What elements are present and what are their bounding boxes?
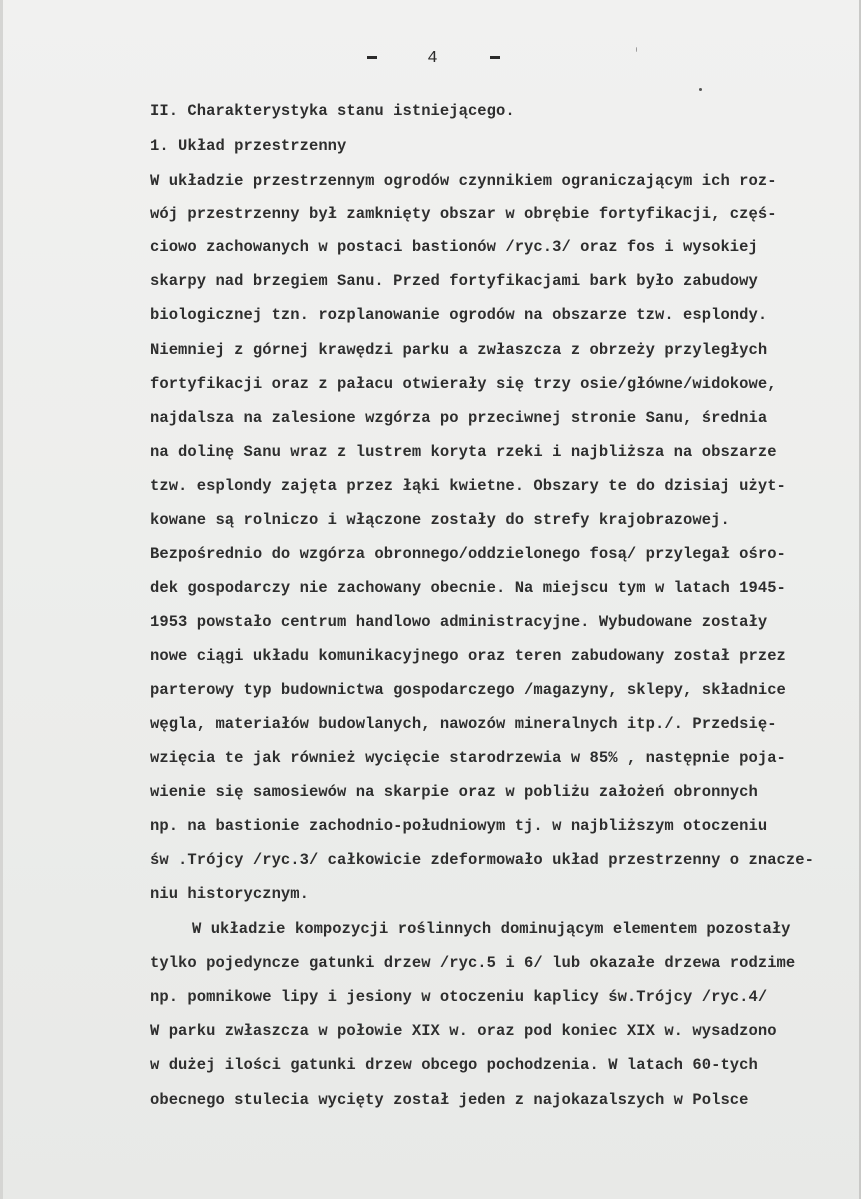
- text-line: np. na bastionie zachodnio-południowym tj. w najbliższym otoczeniu: [150, 817, 768, 835]
- section-heading: II. Charakterystyka stanu istniejącego.: [150, 102, 515, 120]
- text-line: Niemniej z górnej krawędzi parku a zwłaszcza z obrzeży przyległych: [150, 341, 768, 359]
- page-number: [3, 49, 861, 68]
- text-line: W układzie przestrzennym ogrodów czynnikiem ograniczającym ich roz-: [150, 172, 777, 190]
- dash-left: [367, 56, 377, 59]
- text-line: niu historycznym.: [150, 885, 309, 903]
- text-line: W parku zwłaszcza w połowie XIX w. oraz pod koniec XIX w. wysadzono: [150, 1022, 777, 1040]
- text-line: obecnego stulecia wycięty został jeden z najokazalszych w Polsce: [150, 1091, 749, 1109]
- text-line: dek gospodarczy nie zachowany obecnie. Na miejscu tym w latach 1945-: [150, 579, 786, 597]
- text-line: wój przestrzenny był zamknięty obszar w obrębie fortyfikacji, częś-: [150, 205, 777, 223]
- text-line: w dużej ilości gatunki drzew obcego pochodzenia. W latach 60-tych: [150, 1056, 758, 1074]
- text-line: najdalsza na zalesione wzgórza po przeciwnej stronie Sanu, średnia: [150, 409, 768, 427]
- text-line: 1953 powstało centrum handlowo administracyjne. Wybudowane zostały: [150, 613, 768, 631]
- text-line: tylko pojedyncze gatunki drzew /ryc.5 i 6/ lub okazałe drzewa rodzime: [150, 954, 796, 972]
- page-number-value: 4: [427, 49, 440, 68]
- text-line: Bezpośrednio do wzgórza obronnego/oddzielonego fosą/ przylegał ośro-: [150, 545, 786, 563]
- text-line: biologicznej tzn. rozplanowanie ogrodów na obszarze tzw. esplondy.: [150, 306, 768, 324]
- text-line: ciowo zachowanych w postaci bastionów /ryc.3/ oraz fos i wysokiej: [150, 238, 758, 256]
- text-line: kowane są rolniczo i włączone zostały do strefy krajobrazowej.: [150, 511, 730, 529]
- text-line: tzw. esplondy zajęta przez łąki kwietne. Obszary te do dzisiaj użyt-: [150, 477, 786, 495]
- text-line: wienie się samosiewów na skarpie oraz w pobliżu założeń obronnych: [150, 783, 758, 801]
- text-line: parterowy typ budownictwa gospodarczego /magazyny, sklepy, składnice: [150, 681, 786, 699]
- text-line: skarpy nad brzegiem Sanu. Przed fortyfikacjami bark było zabudowy: [150, 272, 758, 290]
- text-line: św .Trójcy /ryc.3/ całkowicie zdeformowało układ przestrzenny o znacze-: [150, 851, 814, 869]
- text-line: na dolinę Sanu wraz z lustrem koryta rzeki i najbliższa na obszarze: [150, 443, 777, 461]
- paper-speck: [636, 47, 637, 52]
- text-line: węgla, materiałów budowlanych, nawozów mineralnych itp./. Przedsię-: [150, 715, 777, 733]
- text-line: fortyfikacji oraz z pałacu otwierały się trzy osie/główne/widokowe,: [150, 375, 777, 393]
- paper-speck: [699, 88, 702, 91]
- subsection-heading: 1. Układ przestrzenny: [150, 137, 347, 155]
- text-line: W układzie kompozycji roślinnych dominującym elementem pozostały: [192, 920, 791, 938]
- text-line: np. pomnikowe lipy i jesiony w otoczeniu kaplicy św.Trójcy /ryc.4/: [150, 988, 768, 1006]
- text-line: nowe ciągi układu komunikacyjnego oraz teren zabudowany został przez: [150, 647, 786, 665]
- dash-right: [490, 56, 500, 59]
- text-line: wzięcia te jak również wycięcie starodrzewia w 85% , następnie poja-: [150, 749, 786, 767]
